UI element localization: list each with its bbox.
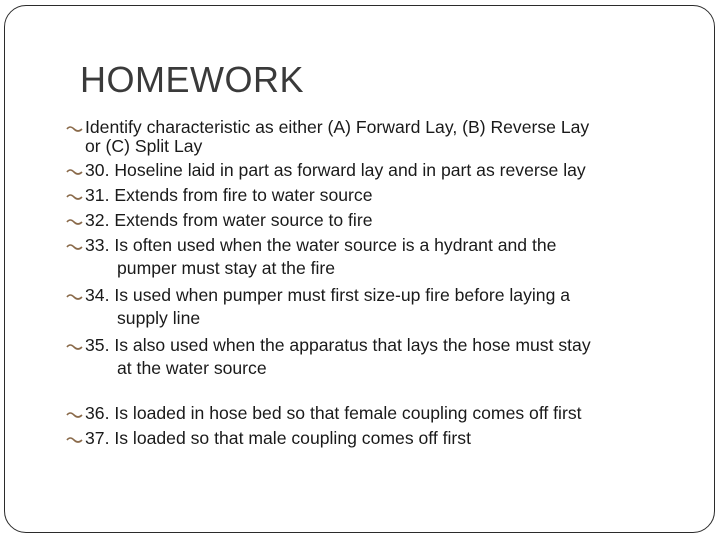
list-item <box>66 234 556 281</box>
list-item-continuation: supply line <box>117 308 201 328</box>
list-item-text: 30. Hoseline laid in part as forward lay and in part as reverse lay <box>85 160 586 180</box>
bullet-marker-icon <box>66 124 83 134</box>
list-item <box>66 284 570 331</box>
list-item-text: 36. Is loaded in hose bed so that female coupling comes off first <box>85 403 582 423</box>
list-item <box>66 209 373 231</box>
list-item <box>66 334 591 381</box>
list-item-continuation: or (C) Split Lay <box>85 136 203 156</box>
list-item-continuation: at the water source <box>117 358 267 378</box>
list-item-continuation: pumper must stay at the fire <box>117 258 336 278</box>
list-item-text: Identify characteristic as either (A) Forward Lay, (B) Reverse Lay <box>85 117 590 137</box>
bullet-marker-icon <box>66 292 83 302</box>
list-item-text: 33. Is often used when the water source is a hydrant and the <box>85 235 557 255</box>
list-item <box>66 427 471 449</box>
list-item-text: 35. Is also used when the apparatus that lays the hose must stay <box>85 335 591 355</box>
list-item <box>66 402 582 424</box>
list-item <box>66 184 373 206</box>
list-item <box>66 159 586 181</box>
list-item-text: 31. Extends from fire to water source <box>85 185 373 205</box>
bullet-marker-icon <box>66 435 83 445</box>
bullet-marker-icon <box>66 167 83 177</box>
list-item-text: 34. Is used when pumper must first size-up fire before laying a <box>85 285 571 305</box>
page-title: HOMEWORK <box>80 59 304 100</box>
bullet-marker-icon <box>66 410 83 420</box>
list-item <box>66 116 589 154</box>
list-item-text: 32. Extends from water source to fire <box>85 210 373 230</box>
bullet-marker-icon <box>66 192 83 202</box>
bullet-marker-icon <box>66 217 83 227</box>
bullet-marker-icon <box>66 342 83 352</box>
bullet-marker-icon <box>66 242 83 252</box>
list-item-text: 37. Is loaded so that male coupling comes off first <box>85 428 471 448</box>
